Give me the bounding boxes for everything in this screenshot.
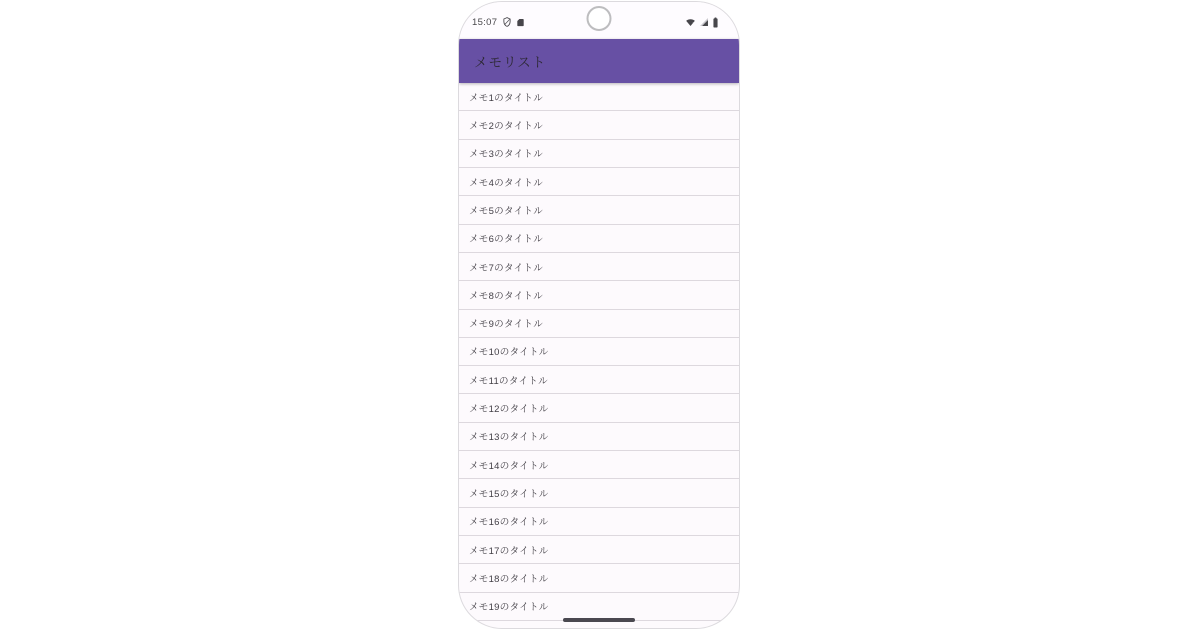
list-item[interactable]: [459, 111, 739, 139]
app-bar: [459, 39, 739, 83]
memo-list: [459, 83, 739, 621]
list-item[interactable]: [459, 196, 739, 224]
list-item[interactable]: [459, 394, 739, 422]
memo-title: メモ18のタイトル: [469, 573, 549, 585]
list-item[interactable]: [459, 366, 739, 394]
status-right-icons: [685, 17, 719, 28]
memo-title: メモ15のタイトル: [469, 489, 549, 501]
list-item[interactable]: [459, 225, 739, 253]
list-item[interactable]: [459, 564, 739, 592]
memo-title: メモ4のタイトル: [469, 177, 543, 189]
list-item[interactable]: [459, 593, 739, 621]
camera-cutout: [587, 6, 612, 31]
list-item[interactable]: [459, 479, 739, 507]
status-left-icons: [502, 17, 525, 27]
list-item[interactable]: [459, 83, 739, 111]
wifi-icon: [685, 17, 696, 27]
memo-title: メモ12のタイトル: [469, 404, 549, 416]
memo-title: メモ14のタイトル: [469, 460, 549, 472]
memo-title: メモ17のタイトル: [469, 545, 549, 557]
list-item[interactable]: [459, 310, 739, 338]
memo-title: メモ11のタイトル: [469, 375, 548, 387]
status-time: 15:07: [472, 16, 498, 28]
gesture-pill-handle[interactable]: [563, 618, 635, 622]
memo-title: メモ7のタイトル: [469, 262, 543, 274]
signal-icon: [699, 17, 709, 27]
work-profile-icon: [516, 18, 525, 27]
memo-title: メモ16のタイトル: [469, 517, 549, 529]
battery-icon: [712, 17, 719, 28]
memo-title: メモ1のタイトル: [469, 92, 543, 104]
list-item[interactable]: [459, 140, 739, 168]
android-device-frame: [458, 1, 740, 629]
list-item[interactable]: [459, 338, 739, 366]
memo-title: メモ5のタイトル: [469, 205, 543, 217]
memo-title: メモ9のタイトル: [469, 319, 543, 331]
page-title: メモリスト: [474, 55, 547, 70]
list-item[interactable]: [459, 536, 739, 564]
list-item[interactable]: [459, 168, 739, 196]
memo-title: メモ13のタイトル: [469, 432, 549, 444]
memo-title: メモ6のタイトル: [469, 234, 543, 246]
status-bar: [459, 2, 739, 38]
list-item[interactable]: [459, 451, 739, 479]
list-item[interactable]: [459, 423, 739, 451]
memo-title: メモ2のタイトル: [469, 120, 543, 132]
memo-title: メモ19のタイトル: [469, 602, 549, 614]
memo-title: メモ10のタイトル: [469, 347, 549, 359]
shield-icon: [502, 17, 512, 27]
memo-title: メモ3のタイトル: [469, 149, 543, 161]
list-item[interactable]: [459, 508, 739, 536]
list-item[interactable]: [459, 281, 739, 309]
memo-title: メモ8のタイトル: [469, 290, 543, 302]
list-item[interactable]: [459, 253, 739, 281]
